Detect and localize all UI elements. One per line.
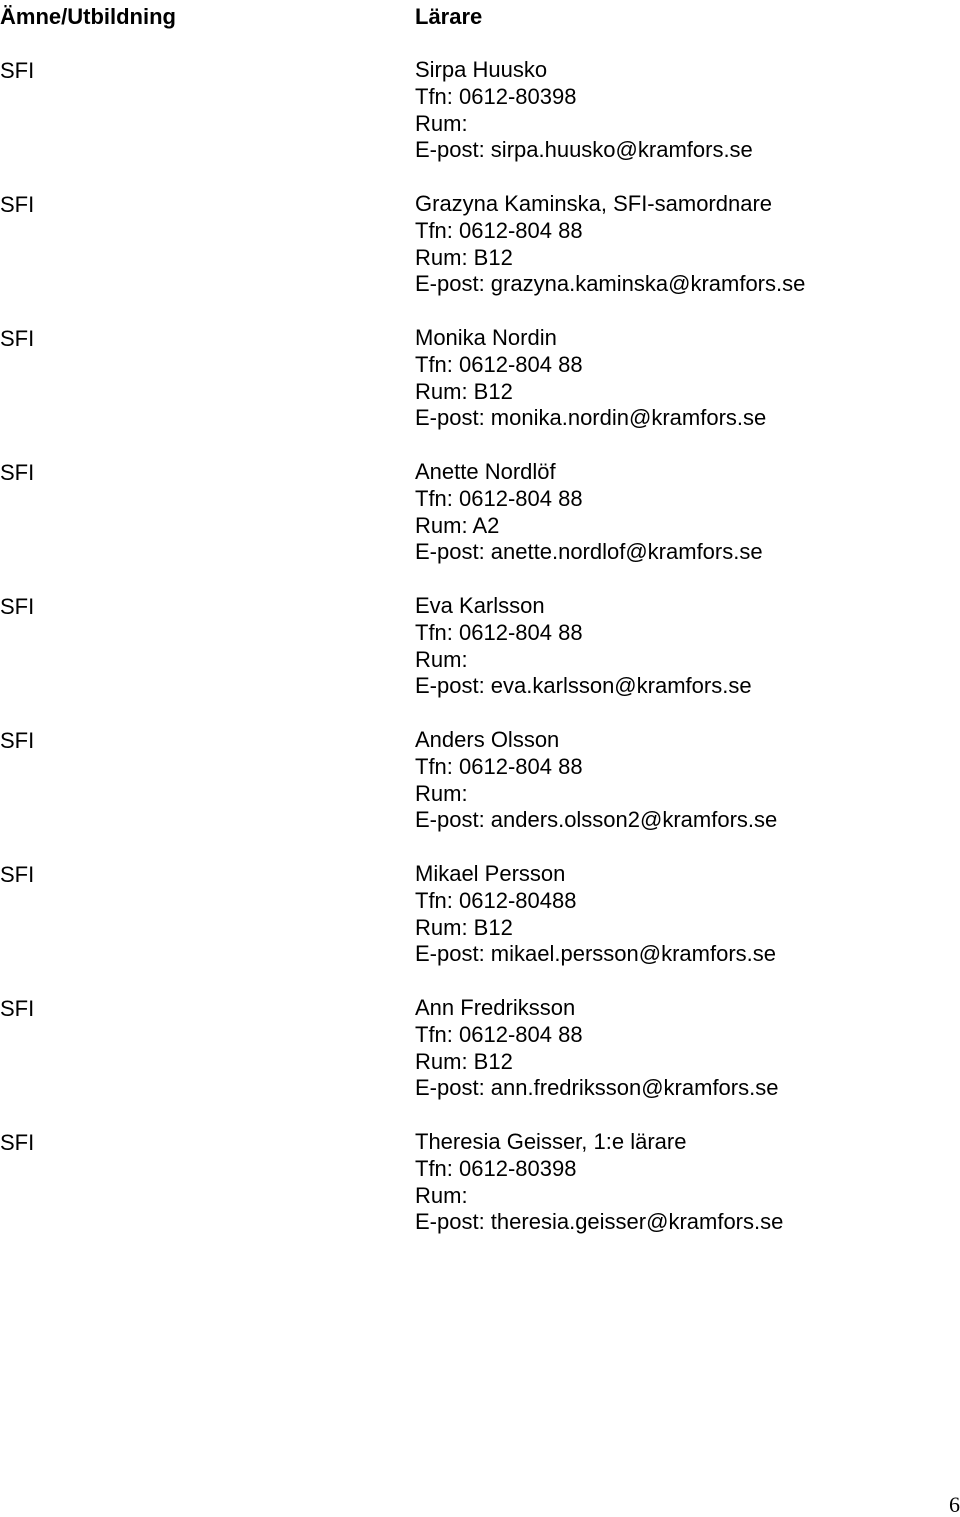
teacher-room: Rum: (415, 646, 468, 672)
teacher-cell (415, 593, 752, 700)
subject-cell: SFI (0, 862, 35, 887)
teacher-phone: Tfn: 0612-80398 (415, 1155, 577, 1181)
table-row (0, 1129, 960, 1263)
teacher-room: Rum: (415, 780, 468, 806)
teacher-email: E-post: eva.karlsson@kramfors.se (415, 673, 752, 699)
column-header-teacher: Lärare (415, 4, 483, 29)
teacher-cell (415, 995, 778, 1102)
teacher-name: Ann Fredriksson (415, 995, 576, 1020)
teacher-room: Rum: (415, 110, 468, 136)
teacher-cell (415, 57, 753, 164)
subject-cell: SFI (0, 728, 35, 753)
teacher-room: Rum: B12 (415, 378, 513, 404)
teacher-name: Anders Olsson (415, 727, 560, 752)
teacher-phone: Tfn: 0612-804 88 (415, 485, 583, 511)
table-row (0, 57, 960, 191)
teacher-email: E-post: theresia.geisser@kramfors.se (415, 1209, 784, 1235)
table-header (0, 3, 960, 30)
teacher-room: Rum: A2 (415, 512, 500, 538)
teacher-list (0, 57, 960, 1263)
table-row (0, 459, 960, 593)
teacher-phone: Tfn: 0612-804 88 (415, 619, 583, 645)
table-row (0, 727, 960, 861)
teacher-name: Eva Karlsson (415, 593, 545, 618)
table-row (0, 325, 960, 459)
subject-cell: SFI (0, 996, 35, 1021)
teacher-phone: Tfn: 0612-804 88 (415, 217, 583, 243)
teacher-email: E-post: anette.nordlof@kramfors.se (415, 539, 763, 565)
subject-cell: SFI (0, 192, 35, 217)
teacher-email: E-post: ann.fredriksson@kramfors.se (415, 1075, 779, 1101)
teacher-cell (415, 861, 776, 968)
teacher-name: Monika Nordin (415, 325, 557, 350)
teacher-room: Rum: B12 (415, 1048, 513, 1074)
teacher-room: Rum: B12 (415, 914, 513, 940)
teacher-email: E-post: sirpa.huusko@kramfors.se (415, 137, 753, 163)
column-header-subject: Ämne/Utbildning (0, 4, 176, 29)
teacher-email: E-post: anders.olsson2@kramfors.se (415, 807, 778, 833)
subject-cell: SFI (0, 594, 35, 619)
table-row (0, 593, 960, 727)
teacher-phone: Tfn: 0612-80398 (415, 83, 577, 109)
teacher-email: E-post: mikael.persson@kramfors.se (415, 941, 777, 967)
table-row (0, 995, 960, 1129)
subject-cell: SFI (0, 326, 35, 351)
subject-cell: SFI (0, 460, 35, 485)
teacher-name: Theresia Geisser, 1:e lärare (415, 1129, 687, 1154)
teacher-name: Mikael Persson (415, 861, 566, 886)
teacher-room: Rum: (415, 1182, 468, 1208)
table-row (0, 191, 960, 325)
teacher-phone: Tfn: 0612-804 88 (415, 753, 583, 779)
teacher-cell (415, 1129, 783, 1236)
teacher-phone: Tfn: 0612-804 88 (415, 351, 583, 377)
teacher-name: Sirpa Huusko (415, 57, 548, 82)
teacher-name: Anette Nordlöf (415, 459, 556, 484)
subject-cell: SFI (0, 1130, 35, 1155)
teacher-cell (415, 191, 805, 298)
teacher-cell (415, 727, 777, 834)
teacher-phone: Tfn: 0612-80488 (415, 887, 577, 913)
table-row (0, 861, 960, 995)
teacher-name: Grazyna Kaminska, SFI-samordnare (415, 191, 773, 216)
page-number: 6 (949, 1492, 960, 1517)
teacher-email: E-post: monika.nordin@kramfors.se (415, 405, 767, 431)
subject-cell: SFI (0, 58, 35, 83)
teacher-cell (415, 325, 766, 432)
teacher-cell (415, 459, 763, 566)
teacher-phone: Tfn: 0612-804 88 (415, 1021, 583, 1047)
teacher-email: E-post: grazyna.kaminska@kramfors.se (415, 271, 806, 297)
teacher-room: Rum: B12 (415, 244, 513, 270)
